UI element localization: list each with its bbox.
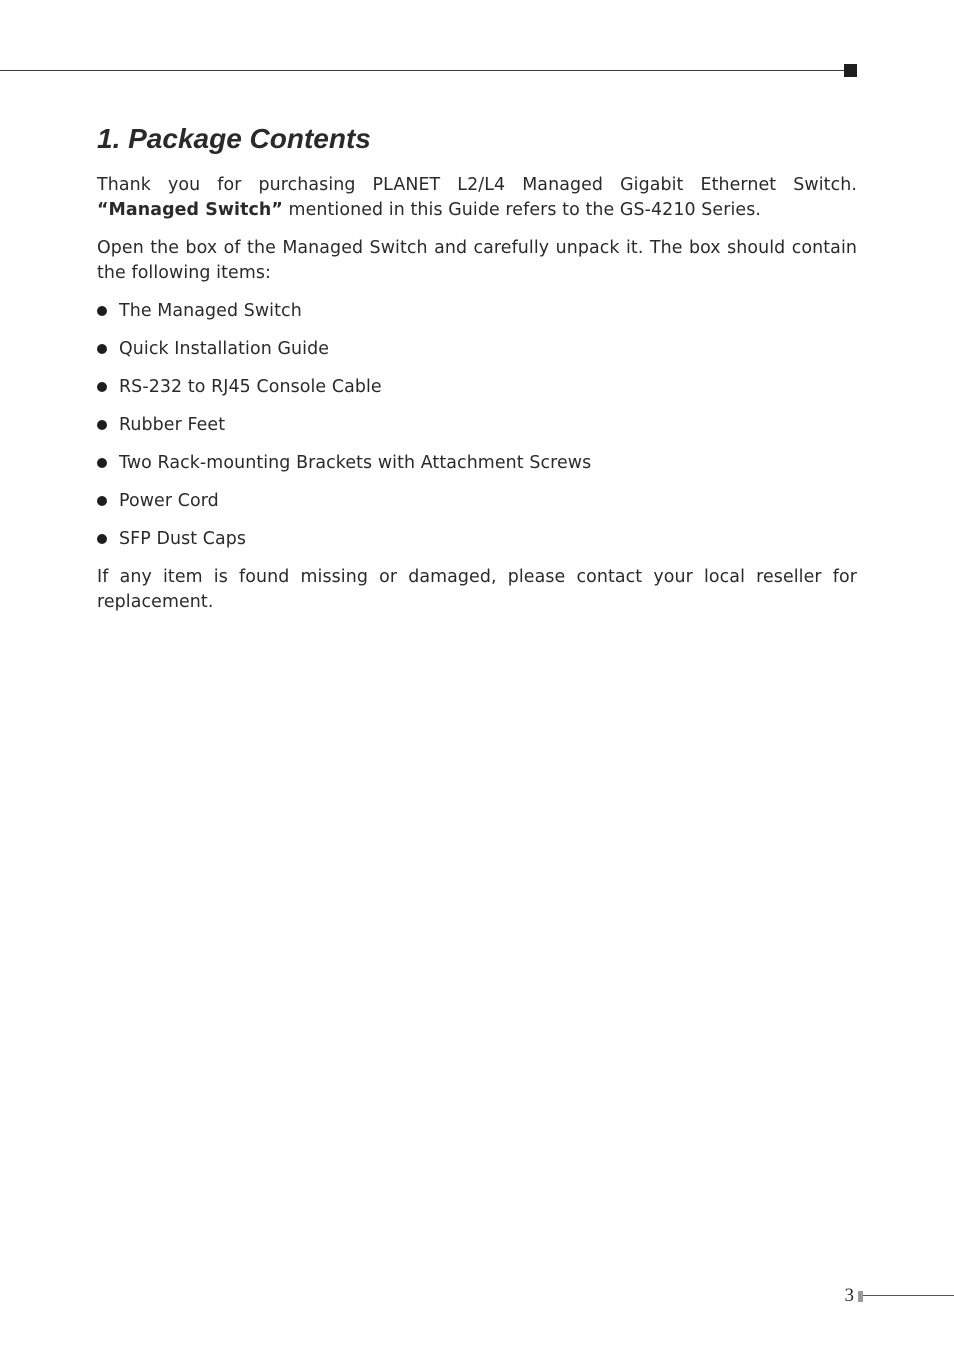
list-item — [97, 527, 857, 552]
list-item-text: The Managed Switch — [119, 301, 302, 321]
page-number: 3 — [844, 1285, 854, 1306]
list-item — [97, 299, 857, 324]
section-heading: 1. Package Contents — [97, 123, 371, 154]
intro-bold-term: “Managed Switch” — [97, 200, 283, 220]
list-item-text: RS-232 to RJ45 Console Cable — [119, 377, 382, 397]
bullet-icon — [97, 382, 107, 392]
bullet-icon — [97, 534, 107, 544]
closing-paragraph: If any item is found missing or damaged, please contact your local reseller for replacement. — [97, 567, 857, 612]
list-item-text: SFP Dust Caps — [119, 529, 247, 549]
list-item — [97, 337, 857, 362]
footer-rule — [863, 1295, 954, 1296]
unpack-paragraph: Open the box of the Managed Switch and carefully unpack it. The box should contain the following items: — [97, 238, 857, 283]
list-item — [97, 489, 857, 514]
footer-block-marker — [858, 1291, 863, 1302]
page-content — [97, 118, 857, 628]
header-square-marker — [844, 64, 857, 77]
bullet-icon — [97, 306, 107, 316]
bullet-icon — [97, 344, 107, 354]
intro-paragraph — [97, 173, 857, 223]
intro-rest: mentioned in this Guide refers to the GS-4210 Series. — [282, 200, 761, 220]
list-item-text: Power Cord — [119, 491, 219, 511]
bullet-icon — [97, 496, 107, 506]
list-item-text: Rubber Feet — [119, 415, 226, 435]
package-items-list — [97, 299, 857, 552]
list-item — [97, 375, 857, 400]
list-item — [97, 451, 857, 476]
intro-line: Thank you for purchasing PLANET L2/L4 Managed Gigabit Ethernet Switch. — [97, 175, 857, 195]
bullet-icon — [97, 458, 107, 468]
header-rule — [0, 70, 848, 71]
list-item-text: Quick Installation Guide — [119, 339, 330, 359]
bullet-icon — [97, 420, 107, 430]
list-item-text: Two Rack-mounting Brackets with Attachment Screws — [119, 453, 592, 473]
list-item — [97, 413, 857, 438]
